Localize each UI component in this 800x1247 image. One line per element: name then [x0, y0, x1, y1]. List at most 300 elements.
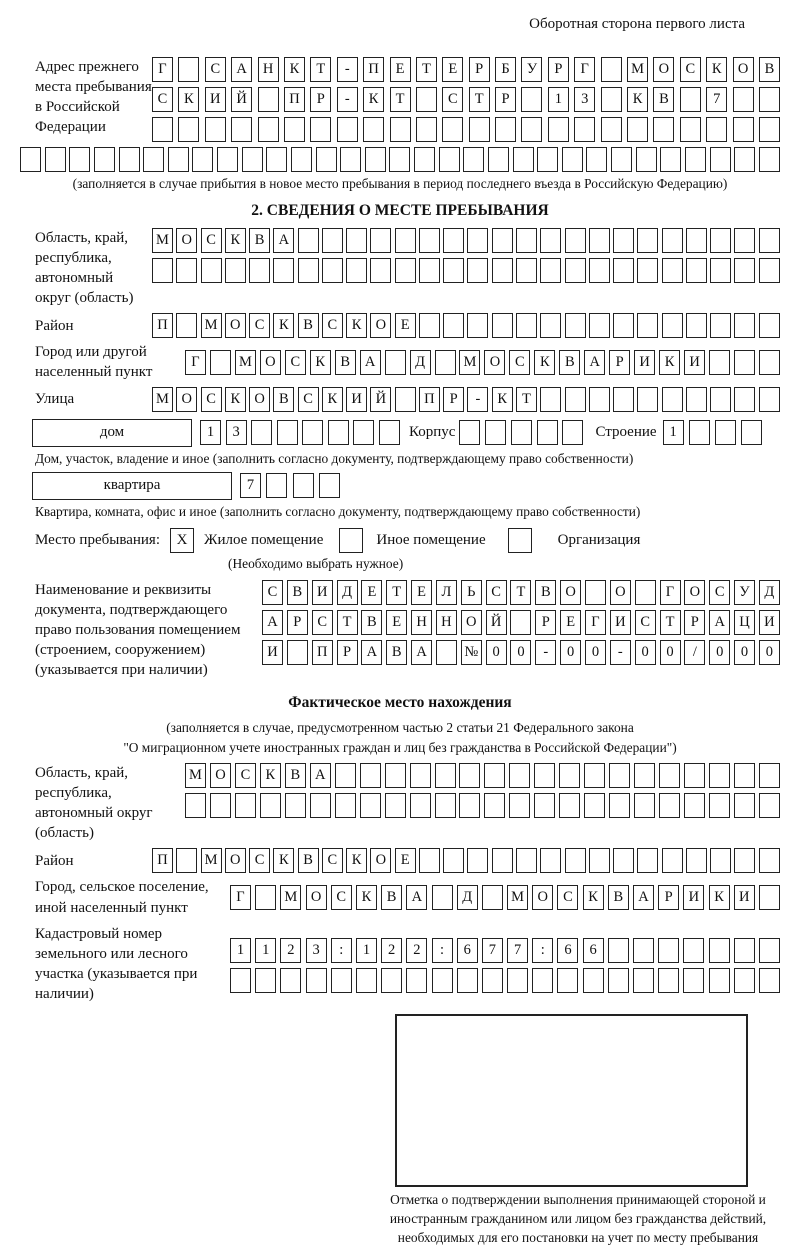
- char-cell[interactable]: [734, 313, 755, 338]
- char-cell[interactable]: О: [370, 313, 391, 338]
- char-cell[interactable]: [443, 228, 464, 253]
- char-cell[interactable]: В: [361, 610, 382, 635]
- char-cell[interactable]: [178, 57, 199, 82]
- char-cell[interactable]: [168, 147, 189, 172]
- char-cell[interactable]: [346, 228, 367, 253]
- char-cell[interactable]: 1: [200, 420, 221, 445]
- char-cell[interactable]: А: [709, 610, 730, 635]
- char-cell[interactable]: [516, 313, 537, 338]
- char-cell[interactable]: М: [201, 313, 222, 338]
- char-cell[interactable]: [443, 313, 464, 338]
- char-cell[interactable]: К: [346, 848, 367, 873]
- char-cell[interactable]: У: [521, 57, 542, 82]
- char-cell[interactable]: [291, 147, 312, 172]
- char-cell[interactable]: [509, 793, 530, 818]
- char-cell[interactable]: [322, 228, 343, 253]
- char-cell[interactable]: [613, 387, 634, 412]
- char-cell[interactable]: [469, 117, 490, 142]
- char-cell[interactable]: [540, 387, 561, 412]
- char-cell[interactable]: В: [381, 885, 402, 910]
- char-cell[interactable]: [516, 228, 537, 253]
- char-cell[interactable]: М: [152, 387, 173, 412]
- char-cell[interactable]: [684, 793, 705, 818]
- char-cell[interactable]: [637, 313, 658, 338]
- char-cell[interactable]: К: [178, 87, 199, 112]
- char-cell[interactable]: [685, 147, 706, 172]
- char-cell[interactable]: [217, 147, 238, 172]
- char-cell[interactable]: [322, 258, 343, 283]
- char-cell[interactable]: [662, 228, 683, 253]
- char-cell[interactable]: [583, 968, 604, 993]
- char-cell[interactable]: [686, 313, 707, 338]
- char-cell[interactable]: В: [273, 387, 294, 412]
- char-cell[interactable]: О: [461, 610, 482, 635]
- char-cell[interactable]: [759, 117, 780, 142]
- char-cell[interactable]: [734, 258, 755, 283]
- char-cell[interactable]: [395, 228, 416, 253]
- char-cell[interactable]: [20, 147, 41, 172]
- char-cell[interactable]: Г: [152, 57, 173, 82]
- char-cell[interactable]: К: [225, 228, 246, 253]
- char-cell[interactable]: С: [709, 580, 730, 605]
- char-cell[interactable]: А: [584, 350, 605, 375]
- char-cell[interactable]: [443, 848, 464, 873]
- char-cell[interactable]: Р: [469, 57, 490, 82]
- char-cell[interactable]: [410, 793, 431, 818]
- char-cell[interactable]: [463, 147, 484, 172]
- char-cell[interactable]: [585, 580, 606, 605]
- char-cell[interactable]: [310, 117, 331, 142]
- char-cell[interactable]: [659, 793, 680, 818]
- char-cell[interactable]: Е: [442, 57, 463, 82]
- char-cell[interactable]: [734, 147, 755, 172]
- char-cell[interactable]: Т: [516, 387, 537, 412]
- char-cell[interactable]: С: [235, 763, 256, 788]
- char-cell[interactable]: [658, 968, 679, 993]
- char-cell[interactable]: М: [627, 57, 648, 82]
- char-cell[interactable]: [353, 420, 374, 445]
- char-cell[interactable]: Ь: [461, 580, 482, 605]
- char-cell[interactable]: К: [225, 387, 246, 412]
- char-cell[interactable]: [370, 228, 391, 253]
- char-cell[interactable]: [565, 848, 586, 873]
- char-cell[interactable]: Т: [660, 610, 681, 635]
- char-cell[interactable]: [363, 117, 384, 142]
- char-cell[interactable]: [709, 968, 730, 993]
- char-cell[interactable]: [733, 87, 754, 112]
- char-cell[interactable]: О: [560, 580, 581, 605]
- char-cell[interactable]: 0: [510, 640, 531, 665]
- checkbox-zhiloe-pomeshchenie[interactable]: X: [170, 528, 194, 553]
- char-cell[interactable]: 3: [574, 87, 595, 112]
- char-cell[interactable]: [683, 938, 704, 963]
- char-cell[interactable]: [565, 313, 586, 338]
- char-cell[interactable]: [273, 258, 294, 283]
- char-cell[interactable]: [285, 793, 306, 818]
- char-cell[interactable]: С: [249, 848, 270, 873]
- checkbox-inoe-pomeshchenie[interactable]: [339, 528, 363, 553]
- char-cell[interactable]: [410, 763, 431, 788]
- char-cell[interactable]: [759, 87, 780, 112]
- char-cell[interactable]: [337, 117, 358, 142]
- char-cell[interactable]: [709, 938, 730, 963]
- char-cell[interactable]: И: [634, 350, 655, 375]
- char-cell[interactable]: [562, 420, 583, 445]
- char-cell[interactable]: [613, 228, 634, 253]
- char-cell[interactable]: [316, 147, 337, 172]
- char-cell[interactable]: [516, 848, 537, 873]
- char-cell[interactable]: [734, 763, 755, 788]
- char-cell[interactable]: 0: [709, 640, 730, 665]
- char-cell[interactable]: [482, 885, 503, 910]
- char-cell[interactable]: [492, 848, 513, 873]
- char-cell[interactable]: [385, 793, 406, 818]
- char-cell[interactable]: [484, 793, 505, 818]
- char-cell[interactable]: [210, 350, 231, 375]
- char-cell[interactable]: -: [337, 87, 358, 112]
- char-cell[interactable]: -: [535, 640, 556, 665]
- char-cell[interactable]: [260, 793, 281, 818]
- char-cell[interactable]: 7: [240, 473, 261, 498]
- char-cell[interactable]: Р: [443, 387, 464, 412]
- char-cell[interactable]: [734, 387, 755, 412]
- char-cell[interactable]: [467, 313, 488, 338]
- char-cell[interactable]: [69, 147, 90, 172]
- char-cell[interactable]: Т: [390, 87, 411, 112]
- char-cell[interactable]: М: [185, 763, 206, 788]
- char-cell[interactable]: 7: [706, 87, 727, 112]
- char-cell[interactable]: [258, 87, 279, 112]
- char-cell[interactable]: Р: [609, 350, 630, 375]
- char-cell[interactable]: [709, 350, 730, 375]
- char-cell[interactable]: [741, 420, 762, 445]
- char-cell[interactable]: В: [298, 848, 319, 873]
- char-cell[interactable]: [251, 420, 272, 445]
- char-cell[interactable]: 0: [585, 640, 606, 665]
- char-cell[interactable]: О: [370, 848, 391, 873]
- char-cell[interactable]: [360, 763, 381, 788]
- char-cell[interactable]: К: [659, 350, 680, 375]
- char-cell[interactable]: О: [249, 387, 270, 412]
- char-cell[interactable]: И: [610, 610, 631, 635]
- char-cell[interactable]: [335, 793, 356, 818]
- char-cell[interactable]: [683, 968, 704, 993]
- char-cell[interactable]: [608, 968, 629, 993]
- char-cell[interactable]: В: [535, 580, 556, 605]
- char-cell[interactable]: [710, 147, 731, 172]
- char-cell[interactable]: [734, 228, 755, 253]
- char-cell[interactable]: Г: [185, 350, 206, 375]
- char-cell[interactable]: А: [310, 763, 331, 788]
- char-cell[interactable]: [634, 763, 655, 788]
- char-cell[interactable]: О: [306, 885, 327, 910]
- char-cell[interactable]: [390, 117, 411, 142]
- char-cell[interactable]: [249, 258, 270, 283]
- char-cell[interactable]: [143, 147, 164, 172]
- char-cell[interactable]: К: [260, 763, 281, 788]
- char-cell[interactable]: С: [557, 885, 578, 910]
- char-cell[interactable]: 7: [507, 938, 528, 963]
- char-cell[interactable]: [176, 258, 197, 283]
- char-cell[interactable]: И: [683, 885, 704, 910]
- char-cell[interactable]: [419, 258, 440, 283]
- char-cell[interactable]: -: [467, 387, 488, 412]
- char-cell[interactable]: К: [492, 387, 513, 412]
- char-cell[interactable]: О: [733, 57, 754, 82]
- char-cell[interactable]: Д: [410, 350, 431, 375]
- char-cell[interactable]: С: [322, 313, 343, 338]
- char-cell[interactable]: [255, 968, 276, 993]
- char-cell[interactable]: Р: [495, 87, 516, 112]
- char-cell[interactable]: [734, 350, 755, 375]
- char-cell[interactable]: [586, 147, 607, 172]
- char-cell[interactable]: С: [285, 350, 306, 375]
- char-cell[interactable]: [710, 258, 731, 283]
- char-cell[interactable]: [287, 640, 308, 665]
- char-cell[interactable]: [653, 117, 674, 142]
- char-cell[interactable]: Р: [287, 610, 308, 635]
- char-cell[interactable]: Д: [457, 885, 478, 910]
- char-cell[interactable]: 2: [381, 938, 402, 963]
- char-cell[interactable]: [293, 473, 314, 498]
- char-cell[interactable]: [613, 258, 634, 283]
- char-cell[interactable]: [230, 968, 251, 993]
- char-cell[interactable]: [662, 848, 683, 873]
- char-cell[interactable]: [662, 258, 683, 283]
- char-cell[interactable]: :: [331, 938, 352, 963]
- char-cell[interactable]: Н: [258, 57, 279, 82]
- char-cell[interactable]: [734, 968, 755, 993]
- char-cell[interactable]: [584, 763, 605, 788]
- char-cell[interactable]: [659, 763, 680, 788]
- char-cell[interactable]: М: [507, 885, 528, 910]
- char-cell[interactable]: [521, 117, 542, 142]
- char-cell[interactable]: [759, 848, 780, 873]
- char-cell[interactable]: 1: [663, 420, 684, 445]
- char-cell[interactable]: [385, 763, 406, 788]
- char-cell[interactable]: [277, 420, 298, 445]
- char-cell[interactable]: [611, 147, 632, 172]
- char-cell[interactable]: [759, 763, 780, 788]
- char-cell[interactable]: [637, 258, 658, 283]
- char-cell[interactable]: [759, 258, 780, 283]
- char-cell[interactable]: [492, 258, 513, 283]
- char-cell[interactable]: С: [509, 350, 530, 375]
- char-cell[interactable]: 3: [306, 938, 327, 963]
- char-cell[interactable]: [511, 420, 532, 445]
- char-cell[interactable]: [637, 387, 658, 412]
- char-cell[interactable]: К: [706, 57, 727, 82]
- char-cell[interactable]: М: [152, 228, 173, 253]
- char-cell[interactable]: [432, 968, 453, 993]
- char-cell[interactable]: [346, 258, 367, 283]
- char-cell[interactable]: -: [610, 640, 631, 665]
- char-cell[interactable]: О: [210, 763, 231, 788]
- char-cell[interactable]: [609, 763, 630, 788]
- char-cell[interactable]: [636, 147, 657, 172]
- char-cell[interactable]: [662, 313, 683, 338]
- char-cell[interactable]: [439, 147, 460, 172]
- char-cell[interactable]: И: [684, 350, 705, 375]
- char-cell[interactable]: [370, 258, 391, 283]
- checkbox-organizatsiya[interactable]: [508, 528, 532, 553]
- char-cell[interactable]: Д: [759, 580, 780, 605]
- char-cell[interactable]: [385, 350, 406, 375]
- char-cell[interactable]: [94, 147, 115, 172]
- char-cell[interactable]: [435, 763, 456, 788]
- char-cell[interactable]: О: [653, 57, 674, 82]
- char-cell[interactable]: [637, 848, 658, 873]
- char-cell[interactable]: П: [363, 57, 384, 82]
- char-cell[interactable]: М: [280, 885, 301, 910]
- char-cell[interactable]: 2: [280, 938, 301, 963]
- char-cell[interactable]: [733, 117, 754, 142]
- char-cell[interactable]: [176, 848, 197, 873]
- char-cell[interactable]: 0: [759, 640, 780, 665]
- char-cell[interactable]: 2: [406, 938, 427, 963]
- char-cell[interactable]: С: [152, 87, 173, 112]
- char-cell[interactable]: :: [532, 938, 553, 963]
- char-cell[interactable]: К: [273, 848, 294, 873]
- char-cell[interactable]: [759, 147, 780, 172]
- char-cell[interactable]: [381, 968, 402, 993]
- char-cell[interactable]: [379, 420, 400, 445]
- char-cell[interactable]: С: [312, 610, 333, 635]
- char-cell[interactable]: [574, 117, 595, 142]
- char-cell[interactable]: В: [335, 350, 356, 375]
- char-cell[interactable]: [335, 763, 356, 788]
- char-cell[interactable]: [540, 258, 561, 283]
- char-cell[interactable]: Р: [548, 57, 569, 82]
- char-cell[interactable]: [759, 968, 780, 993]
- char-cell[interactable]: К: [310, 350, 331, 375]
- char-cell[interactable]: [759, 938, 780, 963]
- char-cell[interactable]: Г: [585, 610, 606, 635]
- char-cell[interactable]: К: [627, 87, 648, 112]
- char-cell[interactable]: [205, 117, 226, 142]
- char-cell[interactable]: К: [284, 57, 305, 82]
- char-cell[interactable]: К: [709, 885, 730, 910]
- char-cell[interactable]: [759, 793, 780, 818]
- char-cell[interactable]: [45, 147, 66, 172]
- char-cell[interactable]: [152, 258, 173, 283]
- char-cell[interactable]: Р: [337, 640, 358, 665]
- char-cell[interactable]: О: [684, 580, 705, 605]
- char-cell[interactable]: [416, 87, 437, 112]
- char-cell[interactable]: К: [273, 313, 294, 338]
- char-cell[interactable]: [540, 228, 561, 253]
- char-cell[interactable]: Т: [416, 57, 437, 82]
- char-cell[interactable]: К: [322, 387, 343, 412]
- char-cell[interactable]: [178, 117, 199, 142]
- char-cell[interactable]: [340, 147, 361, 172]
- char-cell[interactable]: И: [759, 610, 780, 635]
- char-cell[interactable]: [510, 610, 531, 635]
- char-cell[interactable]: Р: [310, 87, 331, 112]
- char-cell[interactable]: И: [205, 87, 226, 112]
- char-cell[interactable]: [589, 258, 610, 283]
- char-cell[interactable]: [534, 763, 555, 788]
- char-cell[interactable]: Й: [231, 87, 252, 112]
- char-cell[interactable]: П: [284, 87, 305, 112]
- char-cell[interactable]: Е: [560, 610, 581, 635]
- char-cell[interactable]: [537, 420, 558, 445]
- char-cell[interactable]: [609, 793, 630, 818]
- char-cell[interactable]: Т: [386, 580, 407, 605]
- char-cell[interactable]: [565, 258, 586, 283]
- char-cell[interactable]: [680, 87, 701, 112]
- char-cell[interactable]: [589, 228, 610, 253]
- char-cell[interactable]: Й: [370, 387, 391, 412]
- char-cell[interactable]: Н: [436, 610, 457, 635]
- char-cell[interactable]: [709, 763, 730, 788]
- char-cell[interactable]: [634, 793, 655, 818]
- char-cell[interactable]: [467, 228, 488, 253]
- char-cell[interactable]: А: [411, 640, 432, 665]
- char-cell[interactable]: [662, 387, 683, 412]
- char-cell[interactable]: [416, 117, 437, 142]
- char-cell[interactable]: 6: [457, 938, 478, 963]
- char-cell[interactable]: Е: [390, 57, 411, 82]
- char-cell[interactable]: 7: [482, 938, 503, 963]
- char-cell[interactable]: И: [734, 885, 755, 910]
- char-cell[interactable]: [485, 420, 506, 445]
- char-cell[interactable]: [759, 313, 780, 338]
- char-cell[interactable]: [459, 420, 480, 445]
- char-cell[interactable]: И: [312, 580, 333, 605]
- char-cell[interactable]: [516, 258, 537, 283]
- char-cell[interactable]: В: [249, 228, 270, 253]
- char-cell[interactable]: [435, 350, 456, 375]
- char-cell[interactable]: [266, 473, 287, 498]
- char-cell[interactable]: С: [205, 57, 226, 82]
- char-cell[interactable]: [395, 387, 416, 412]
- char-cell[interactable]: [710, 313, 731, 338]
- char-cell[interactable]: Е: [411, 580, 432, 605]
- char-cell[interactable]: 3: [226, 420, 247, 445]
- char-cell[interactable]: А: [262, 610, 283, 635]
- char-cell[interactable]: [495, 117, 516, 142]
- char-cell[interactable]: М: [201, 848, 222, 873]
- char-cell[interactable]: В: [653, 87, 674, 112]
- char-cell[interactable]: [365, 147, 386, 172]
- char-cell[interactable]: [686, 228, 707, 253]
- char-cell[interactable]: [589, 848, 610, 873]
- char-cell[interactable]: [310, 793, 331, 818]
- char-cell[interactable]: [442, 117, 463, 142]
- char-cell[interactable]: [443, 258, 464, 283]
- char-cell[interactable]: 1: [230, 938, 251, 963]
- char-cell[interactable]: А: [231, 57, 252, 82]
- char-cell[interactable]: Н: [411, 610, 432, 635]
- char-cell[interactable]: [457, 968, 478, 993]
- char-cell[interactable]: [395, 258, 416, 283]
- char-cell[interactable]: [680, 117, 701, 142]
- char-cell[interactable]: [459, 763, 480, 788]
- char-cell[interactable]: [255, 885, 276, 910]
- char-cell[interactable]: [548, 117, 569, 142]
- char-cell[interactable]: Т: [310, 57, 331, 82]
- char-cell[interactable]: [689, 420, 710, 445]
- char-cell[interactable]: О: [225, 848, 246, 873]
- char-cell[interactable]: [280, 968, 301, 993]
- char-cell[interactable]: К: [346, 313, 367, 338]
- char-cell[interactable]: 6: [557, 938, 578, 963]
- char-cell[interactable]: Т: [510, 580, 531, 605]
- char-cell[interactable]: Й: [486, 610, 507, 635]
- char-cell[interactable]: [298, 258, 319, 283]
- char-cell[interactable]: А: [273, 228, 294, 253]
